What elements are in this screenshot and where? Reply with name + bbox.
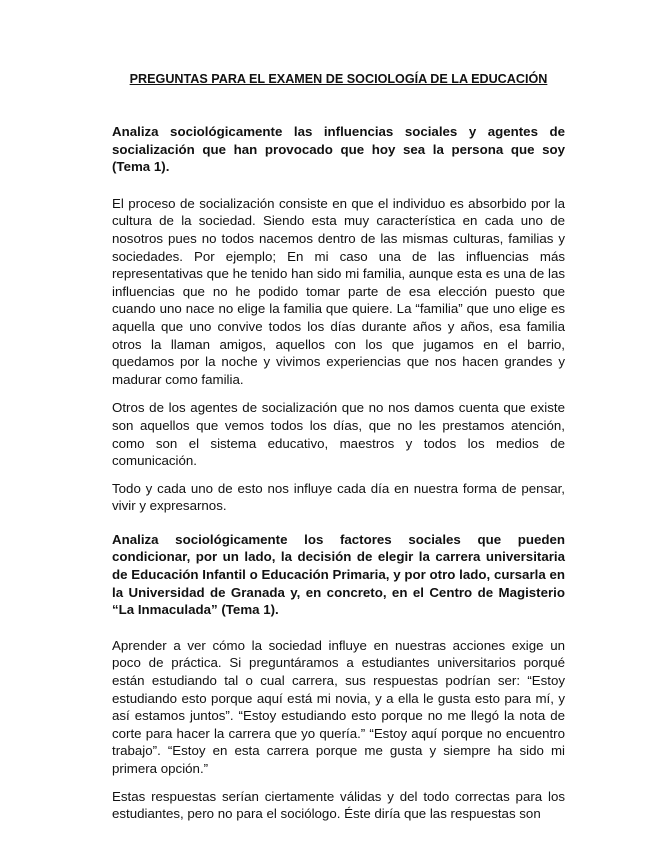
answer-2-paragraph: Estas respuestas serían ciertamente válidas y del todo correctas para los estudiantes, pero no para el sociólogo. Éste diría que las respuestas son — [112, 788, 565, 822]
document-title: PREGUNTAS PARA EL EXAMEN DE SOCIOLOGÍA DE LA EDUCACIÓN — [129, 72, 548, 86]
answer-2-paragraph: Aprender a ver cómo la sociedad influye en nuestras acciones exige un poco de práctica. Si preguntáramos a estudiantes universitarios porqué están estudiando tal o cual carrera, sus respuestas podrían ser: “Estoy estudiando esto porque aquí está mi novia, y a ella le gusta esto para mí, y así estamos juntos”. “Estoy estudiando esto porque no me llegó la nota de corte para hacer la carrera que yo quería.” “Estoy aquí porque no encuentro trabajo”. “Estoy en esta carrera porque me gusta y siempre ha sido mi primera opción.” — [112, 637, 565, 776]
answer-1-paragraph: Todo y cada uno de esto nos influye cada día en nuestra forma de pensar, vivir y expresarnos. — [112, 480, 565, 514]
answer-1-paragraph: El proceso de socialización consiste en que el individuo es absorbido por la cultura de la sociedad. Siendo esta muy característica en cada uno de nosotros pues no todos nacemos dentro de las mismas culturas, familias y sociedades. Por ejemplo; En mi caso una de las influencias más representativas que he tenido han sido mi familia, aunque esta es una de las influencias que no he podido tomar parte de esa elección puesto que cuando uno nace no elige la familia que quiere. La “familia” que uno elige es aquella que uno convive todos los días durante años y años, esa familia otros la llaman amigos, aquellos con los que jugamos en el barrio, quedamos por la noche y vivimos experiencias que nos hacen grandes y madurar como familia. — [112, 195, 565, 387]
document-page — [112, 70, 565, 833]
question-2: Analiza sociológicamente los factores sociales que pueden condicionar, por un lado, la decisión de elegir la carrera universitaria de Educación Infantil o Educación Primaria, y por otro lado, cursarla en la Universidad de Granada y, en concreto, en el Centro de Magisterio “La Inmaculada” (Tema 1). — [112, 531, 565, 618]
question-1: Analiza sociológicamente las influencias sociales y agentes de socialización que han provocado que hoy sea la persona que soy (Tema 1). — [112, 124, 565, 175]
answer-1-paragraph: Otros de los agentes de socialización que no nos damos cuenta que existe son aquellos que vemos todos los días, que no les prestamos atención, como son el sistema educativo, maestros y todos los medios de comunicación. — [112, 400, 565, 469]
